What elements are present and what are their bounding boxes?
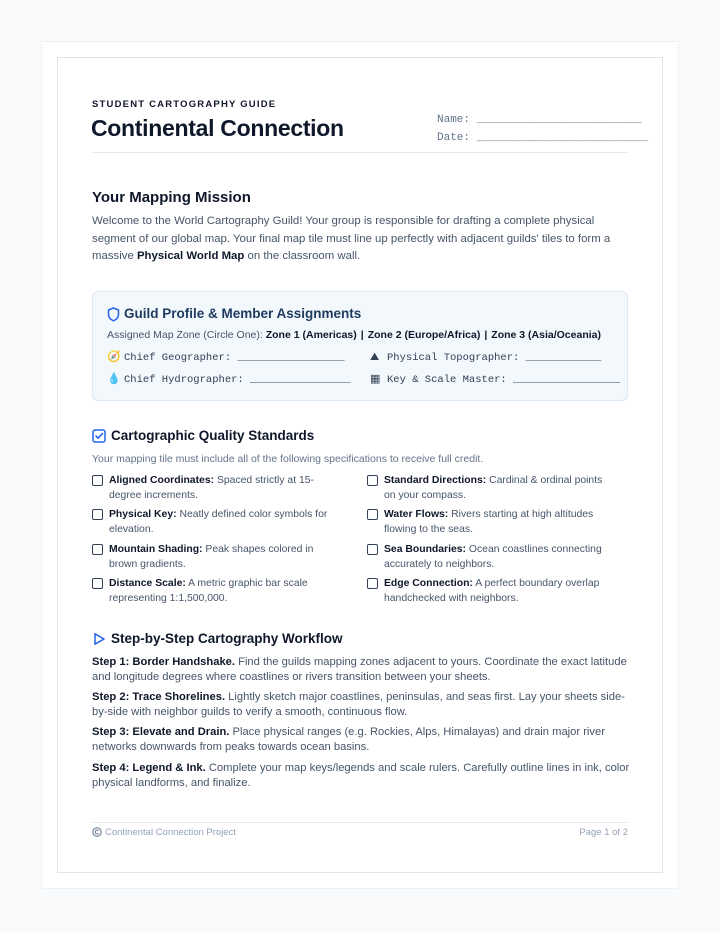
checkbox[interactable] bbox=[92, 544, 103, 555]
role-chief-geographer[interactable]: 🧭 Chief Geographer: _________________ bbox=[107, 350, 345, 364]
header-divider bbox=[92, 152, 628, 153]
role-physical-topographer[interactable]: ⛰ Physical Topographer: ____________ bbox=[370, 350, 602, 364]
zone-option-3[interactable]: Zone 3 (Asia/Oceania) bbox=[491, 329, 601, 341]
checkbox[interactable] bbox=[367, 475, 378, 486]
shield-icon bbox=[107, 307, 120, 322]
water-drop-icon: 💧 bbox=[107, 372, 121, 385]
zone-selector: Assigned Map Zone (Circle One): Zone 1 (Americas) | Zone 2 (Europe/Africa) | Zone 3 (Asia/Oceania) bbox=[107, 329, 601, 341]
mission-bold: Physical World Map bbox=[136, 250, 245, 262]
eyebrow-label: STUDENT CARTOGRAPHY GUIDE bbox=[92, 99, 277, 110]
standard-item[interactable]: Edge Connection: A perfect boundary overlap handchecked with neighbors. bbox=[367, 577, 607, 606]
copyright-icon bbox=[92, 827, 102, 837]
checkbox[interactable] bbox=[367, 544, 378, 555]
standard-item[interactable]: Standard Directions: Cardinal & ordinal points on your compass. bbox=[367, 474, 607, 503]
page-title: Continental Connection bbox=[91, 115, 344, 141]
mission-text: Welcome to the World Cartography Guild! Your group is responsible for drafting a complete physical segment of our global map. Your final map tile must line up perfectly with adjacent guilds' tiles to form a massive Physical World Map on the classroom wall. bbox=[92, 215, 611, 262]
standards-subtitle: Your mapping tile must include all of the following specifications to receive full credit. bbox=[92, 453, 484, 465]
footer-divider bbox=[92, 822, 628, 823]
checkbox[interactable] bbox=[367, 509, 378, 520]
checkbox-checked-icon bbox=[92, 429, 106, 443]
guild-heading: Guild Profile & Member Assignments bbox=[124, 306, 362, 321]
footer-project: Continental Connection Project bbox=[105, 827, 236, 838]
checkbox[interactable] bbox=[92, 509, 103, 520]
workflow-step: Step 4: Legend & Ink. Complete your map keys/legends and scale rulers. Carefully outline lines in ink, color physical landforms, and finalize. bbox=[92, 762, 630, 789]
role-chief-hydrographer[interactable]: 💧 Chief Hydrographer: ________________ bbox=[107, 372, 351, 386]
standard-item[interactable]: Physical Key: Neatly defined color symbols for elevation. bbox=[92, 508, 332, 537]
workflow-heading: Step-by-Step Cartography Workflow bbox=[111, 631, 343, 646]
compass-icon: 🧭 bbox=[107, 350, 121, 363]
standard-item[interactable]: Mountain Shading: Peak shapes colored in brown gradients. bbox=[92, 543, 332, 572]
standard-item[interactable]: Distance Scale: A metric graphic bar scale representing 1:1,500,000. bbox=[92, 577, 332, 606]
workflow-step: Step 2: Trace Shorelines. Lightly sketch major coastlines, peninsulas, and seas first. Lay your sheets side-by-side with neighbor guilds to verify a smooth, continuous flow. bbox=[92, 691, 625, 718]
play-icon bbox=[92, 632, 106, 646]
date-field[interactable]: Date: __________________________ bbox=[437, 132, 649, 144]
role-key-scale-master[interactable]: ▦ Key & Scale Master: _________________ bbox=[370, 372, 621, 386]
checkbox[interactable] bbox=[92, 475, 103, 486]
workflow-step: Step 3: Elevate and Drain. Place physical ranges (e.g. Rockies, Alps, Himalayas) and drain major river networks downwards from peaks towards ocean basins. bbox=[92, 726, 605, 753]
standard-item[interactable]: Aligned Coordinates: Spaced strictly at 15-degree increments. bbox=[92, 474, 332, 503]
scroll-icon: ▦ bbox=[370, 372, 381, 385]
name-field[interactable]: Name: _________________________ bbox=[437, 114, 642, 126]
standard-item[interactable]: Water Flows: Rivers starting at high altitudes flowing to the seas. bbox=[367, 508, 607, 537]
zone-option-1[interactable]: Zone 1 (Americas) bbox=[265, 329, 357, 341]
standard-item[interactable]: Sea Boundaries: Ocean coastlines connecting accurately to neighbors. bbox=[367, 543, 607, 572]
mission-heading: Your Mapping Mission bbox=[92, 189, 251, 206]
workflow-step: Step 1: Border Handshake. Find the guilds mapping zones adjacent to yours. Coordinate the exact latitude and longitude degrees where coastlines or rivers transition between your sheets. bbox=[92, 656, 627, 683]
checkbox[interactable] bbox=[92, 578, 103, 589]
mountain-icon: ⛰ bbox=[370, 350, 380, 363]
checkbox[interactable] bbox=[367, 578, 378, 589]
page-number: Page 1 of 2 bbox=[579, 827, 628, 838]
standards-heading: Cartographic Quality Standards bbox=[111, 428, 315, 443]
zone-option-2[interactable]: Zone 2 (Europe/Africa) bbox=[367, 329, 481, 341]
